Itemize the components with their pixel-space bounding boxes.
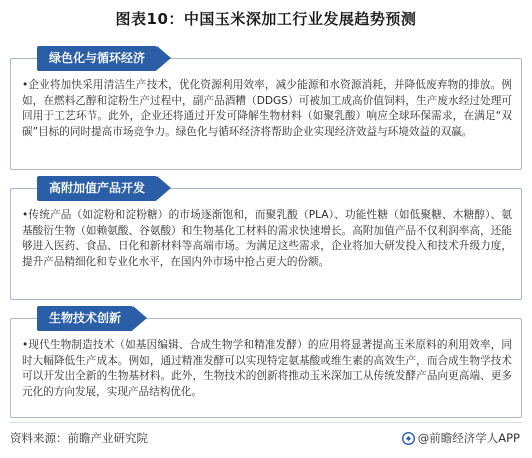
section-body: •现代生物制造技术（如基因编辑、合成生物学和精准发酵）的应用将显著提高玉米原料的利用效率，同时大幅降低生产成本。例如，通过精准发酵可以实现特定氨基酸或维生素的高效生产，而合成生物学技术可以开发出全新的生物基材料。此外，生物技术的创新将推动玉米深加工从传统发酵产品向更高端、更多元化的方向发展，实现产品结构优化。 <box>22 339 512 398</box>
page-title: 图表10：中国玉米深加工行业发展趋势预测 <box>115 10 417 28</box>
section-body: •企业将加快采用清洁生产技术，优化资源利用效率，减少能源和水资源消耗，并降低废弃物的排放。例如，在燃料乙醇和淀粉生产过程中，副产品酒糟（DDGS）可被加工成高价值饲料，生产废水经过处理可回用于工艺环节。此外，企业还将通过开发可降解生物材料（如聚乳酸）响应全球环保需求，在满足“双碳”目标的同时提高市场竞争力。绿色化与循环经济将帮助企业实现经济效益与环境效益的双赢。 <box>22 79 512 138</box>
section-body: •传统产品（如淀粉和淀粉糖）的市场逐渐饱和，而聚乳酸（PLA）、功能性糖（如低聚糖、木糖醇）、氨基酸衍生物（如赖氨酸、谷氨酸）和生物基化工材料的需求快速增长。高附加值产品不仅利润率高，还能够进入医药、食品、日化和新材料等高端市场。为满足这些需求，企业将加大研发投入和技术升级力度，提升产品精细化和专业化水平，在国内外市场中抢占更大的份额。 <box>22 209 512 268</box>
section-high-value-products <box>10 176 522 300</box>
section-heading: 高附加值产品开发 <box>37 176 157 201</box>
section-heading: 生物技术创新 <box>37 306 133 331</box>
brand-credit <box>402 430 520 446</box>
section-green-circular <box>10 46 522 170</box>
footer-divider <box>10 422 522 423</box>
source-note: 资料来源：前瞻产业研究院 <box>10 431 148 445</box>
section-heading: 绿色化与循环经济 <box>37 46 157 71</box>
qianzhan-logo-icon <box>402 432 415 445</box>
brand-text: @前瞻经济学人APP <box>417 431 520 445</box>
section-biotech-innovation <box>10 306 522 418</box>
